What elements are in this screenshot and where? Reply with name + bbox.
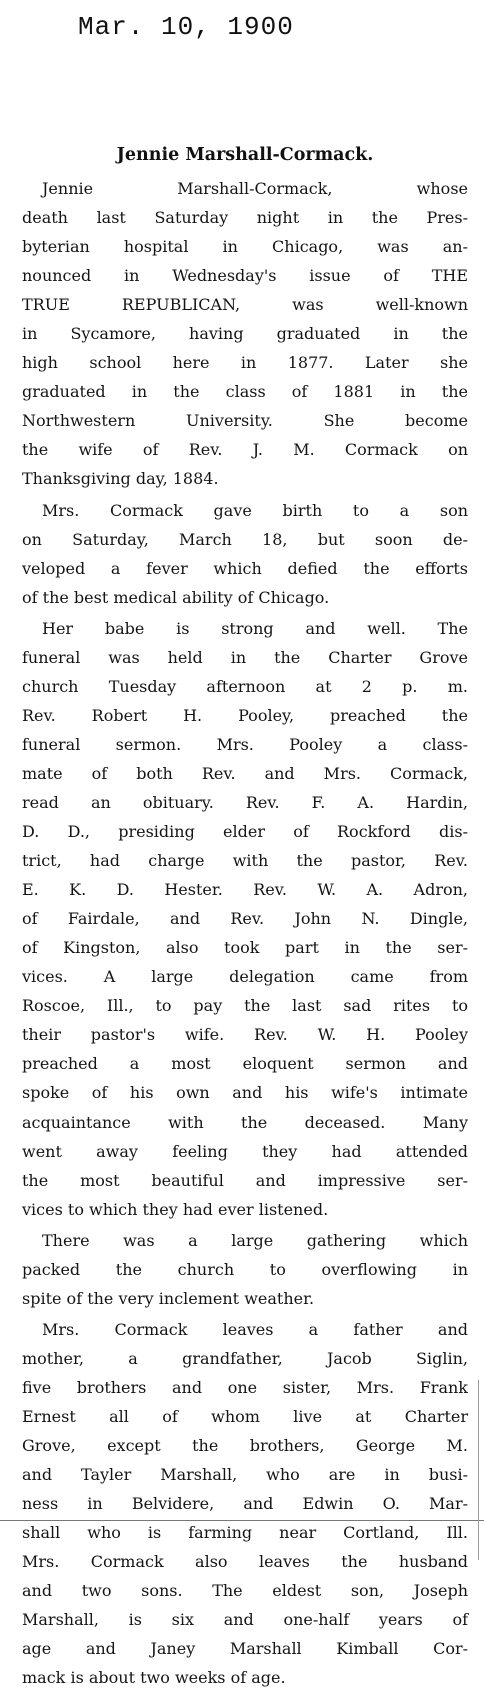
text-line: Her babe is strong and well. The: [42, 618, 468, 638]
paragraph: [22, 1226, 468, 1313]
text-line: acquaintance with the deceased. Many: [22, 1112, 468, 1132]
column-edge-rule: [478, 1380, 479, 1560]
obituary-article: [22, 144, 468, 1694]
text-line: Mrs. Cormack also leaves the husband: [22, 1552, 468, 1572]
text-line: E. K. D. Hester. Rev. W. A. Adron,: [22, 880, 468, 900]
text-line: church Tuesday afternoon at 2 p. m.: [22, 676, 468, 696]
text-line: the most beautiful and impressive ser-: [22, 1170, 468, 1190]
text-line: ness in Belvidere, and Edwin O. Mar-: [22, 1494, 468, 1514]
headline: Jennie Marshall-Cormack.: [116, 145, 374, 165]
text-line: byterian hospital in Chicago, was an-: [22, 237, 468, 257]
paragraph: [22, 1315, 468, 1693]
text-line: read an obituary. Rev. F. A. Hardin,: [22, 792, 468, 812]
text-line: Roscoe, Ill., to pay the last sad rites to: [22, 996, 468, 1016]
column-divider: [0, 1520, 484, 1521]
paragraph: [22, 496, 468, 612]
text-line: on Saturday, March 18, but soon de-: [22, 529, 468, 549]
text-line: preached a most eloquent sermon and: [22, 1054, 468, 1074]
text-line: mate of both Rev. and Mrs. Cormack,: [22, 763, 468, 783]
text-line: vices to which they had ever listened.: [22, 1199, 329, 1219]
text-line: Jennie Marshall-Cormack, whose: [42, 179, 468, 198]
text-line: TRUE REPUBLICAN, was well-known: [22, 295, 468, 315]
text-line: shall who is farming near Cortland, Ill.: [22, 1523, 468, 1543]
text-line: Marshall, is six and one-half years of: [22, 1610, 468, 1630]
text-line: death last Saturday night in the Pres-: [22, 208, 468, 228]
text-line: There was a large gathering which: [42, 1230, 468, 1250]
text-line: funeral sermon. Mrs. Pooley a class-: [22, 734, 468, 754]
text-line: vices. A large delegation came from: [22, 967, 468, 987]
text-line: D. D., presiding elder of Rockford dis-: [22, 822, 468, 842]
text-line: and two sons. The eldest son, Joseph: [22, 1581, 468, 1601]
text-line: mack is about two weeks of age.: [22, 1668, 286, 1688]
text-line: five brothers and one sister, Mrs. Frank: [22, 1377, 468, 1397]
text-line: trict, had charge with the pastor, Rev.: [22, 851, 468, 871]
text-line: Ernest all of whom live at Charter: [22, 1406, 468, 1426]
paragraph: [22, 614, 468, 1224]
text-line: the wife of Rev. J. M. Cormack on: [22, 440, 468, 460]
text-line: Rev. Robert H. Pooley, preached the: [22, 705, 468, 725]
text-line: spoke of his own and his wife's intimate: [22, 1083, 468, 1103]
text-line: Northwestern University. She become: [22, 411, 468, 431]
text-line: Thanksgiving day, 1884.: [22, 469, 219, 489]
text-line: Grove, except the brothers, George M.: [22, 1436, 468, 1456]
text-line: high school here in 1877. Later she: [22, 353, 468, 373]
text-line: of the best medical ability of Chicago.: [22, 587, 330, 607]
text-line: nounced in Wednesday's issue of THE: [22, 266, 468, 286]
text-line: of Kingston, also took part in the ser-: [22, 938, 468, 958]
text-line: graduated in the class of 1881 in the: [22, 382, 468, 402]
text-line: funeral was held in the Charter Grove: [22, 647, 468, 667]
paragraph: [22, 174, 468, 494]
date-stamp: Mar. 10, 1900: [78, 12, 294, 42]
article-body: [22, 174, 468, 1692]
text-line: and Tayler Marshall, who are in busi-: [22, 1465, 468, 1485]
text-line: of Fairdale, and Rev. John N. Dingle,: [22, 909, 468, 929]
text-line: Mrs. Cormack gave birth to a son: [42, 500, 468, 520]
text-line: veloped a fever which defied the efforts: [22, 558, 468, 578]
text-line: mother, a grandfather, Jacob Siglin,: [22, 1348, 468, 1368]
text-line: packed the church to overflowing in: [22, 1259, 468, 1279]
text-line: their pastor's wife. Rev. W. H. Pooley: [22, 1025, 468, 1045]
text-line: age and Janey Marshall Kimball Cor-: [22, 1639, 468, 1659]
text-line: spite of the very inclement weather.: [22, 1288, 315, 1308]
text-line: in Sycamore, having graduated in the: [22, 324, 468, 344]
text-line: Mrs. Cormack leaves a father and: [42, 1319, 468, 1339]
text-line: went away feeling they had attended: [22, 1141, 468, 1161]
